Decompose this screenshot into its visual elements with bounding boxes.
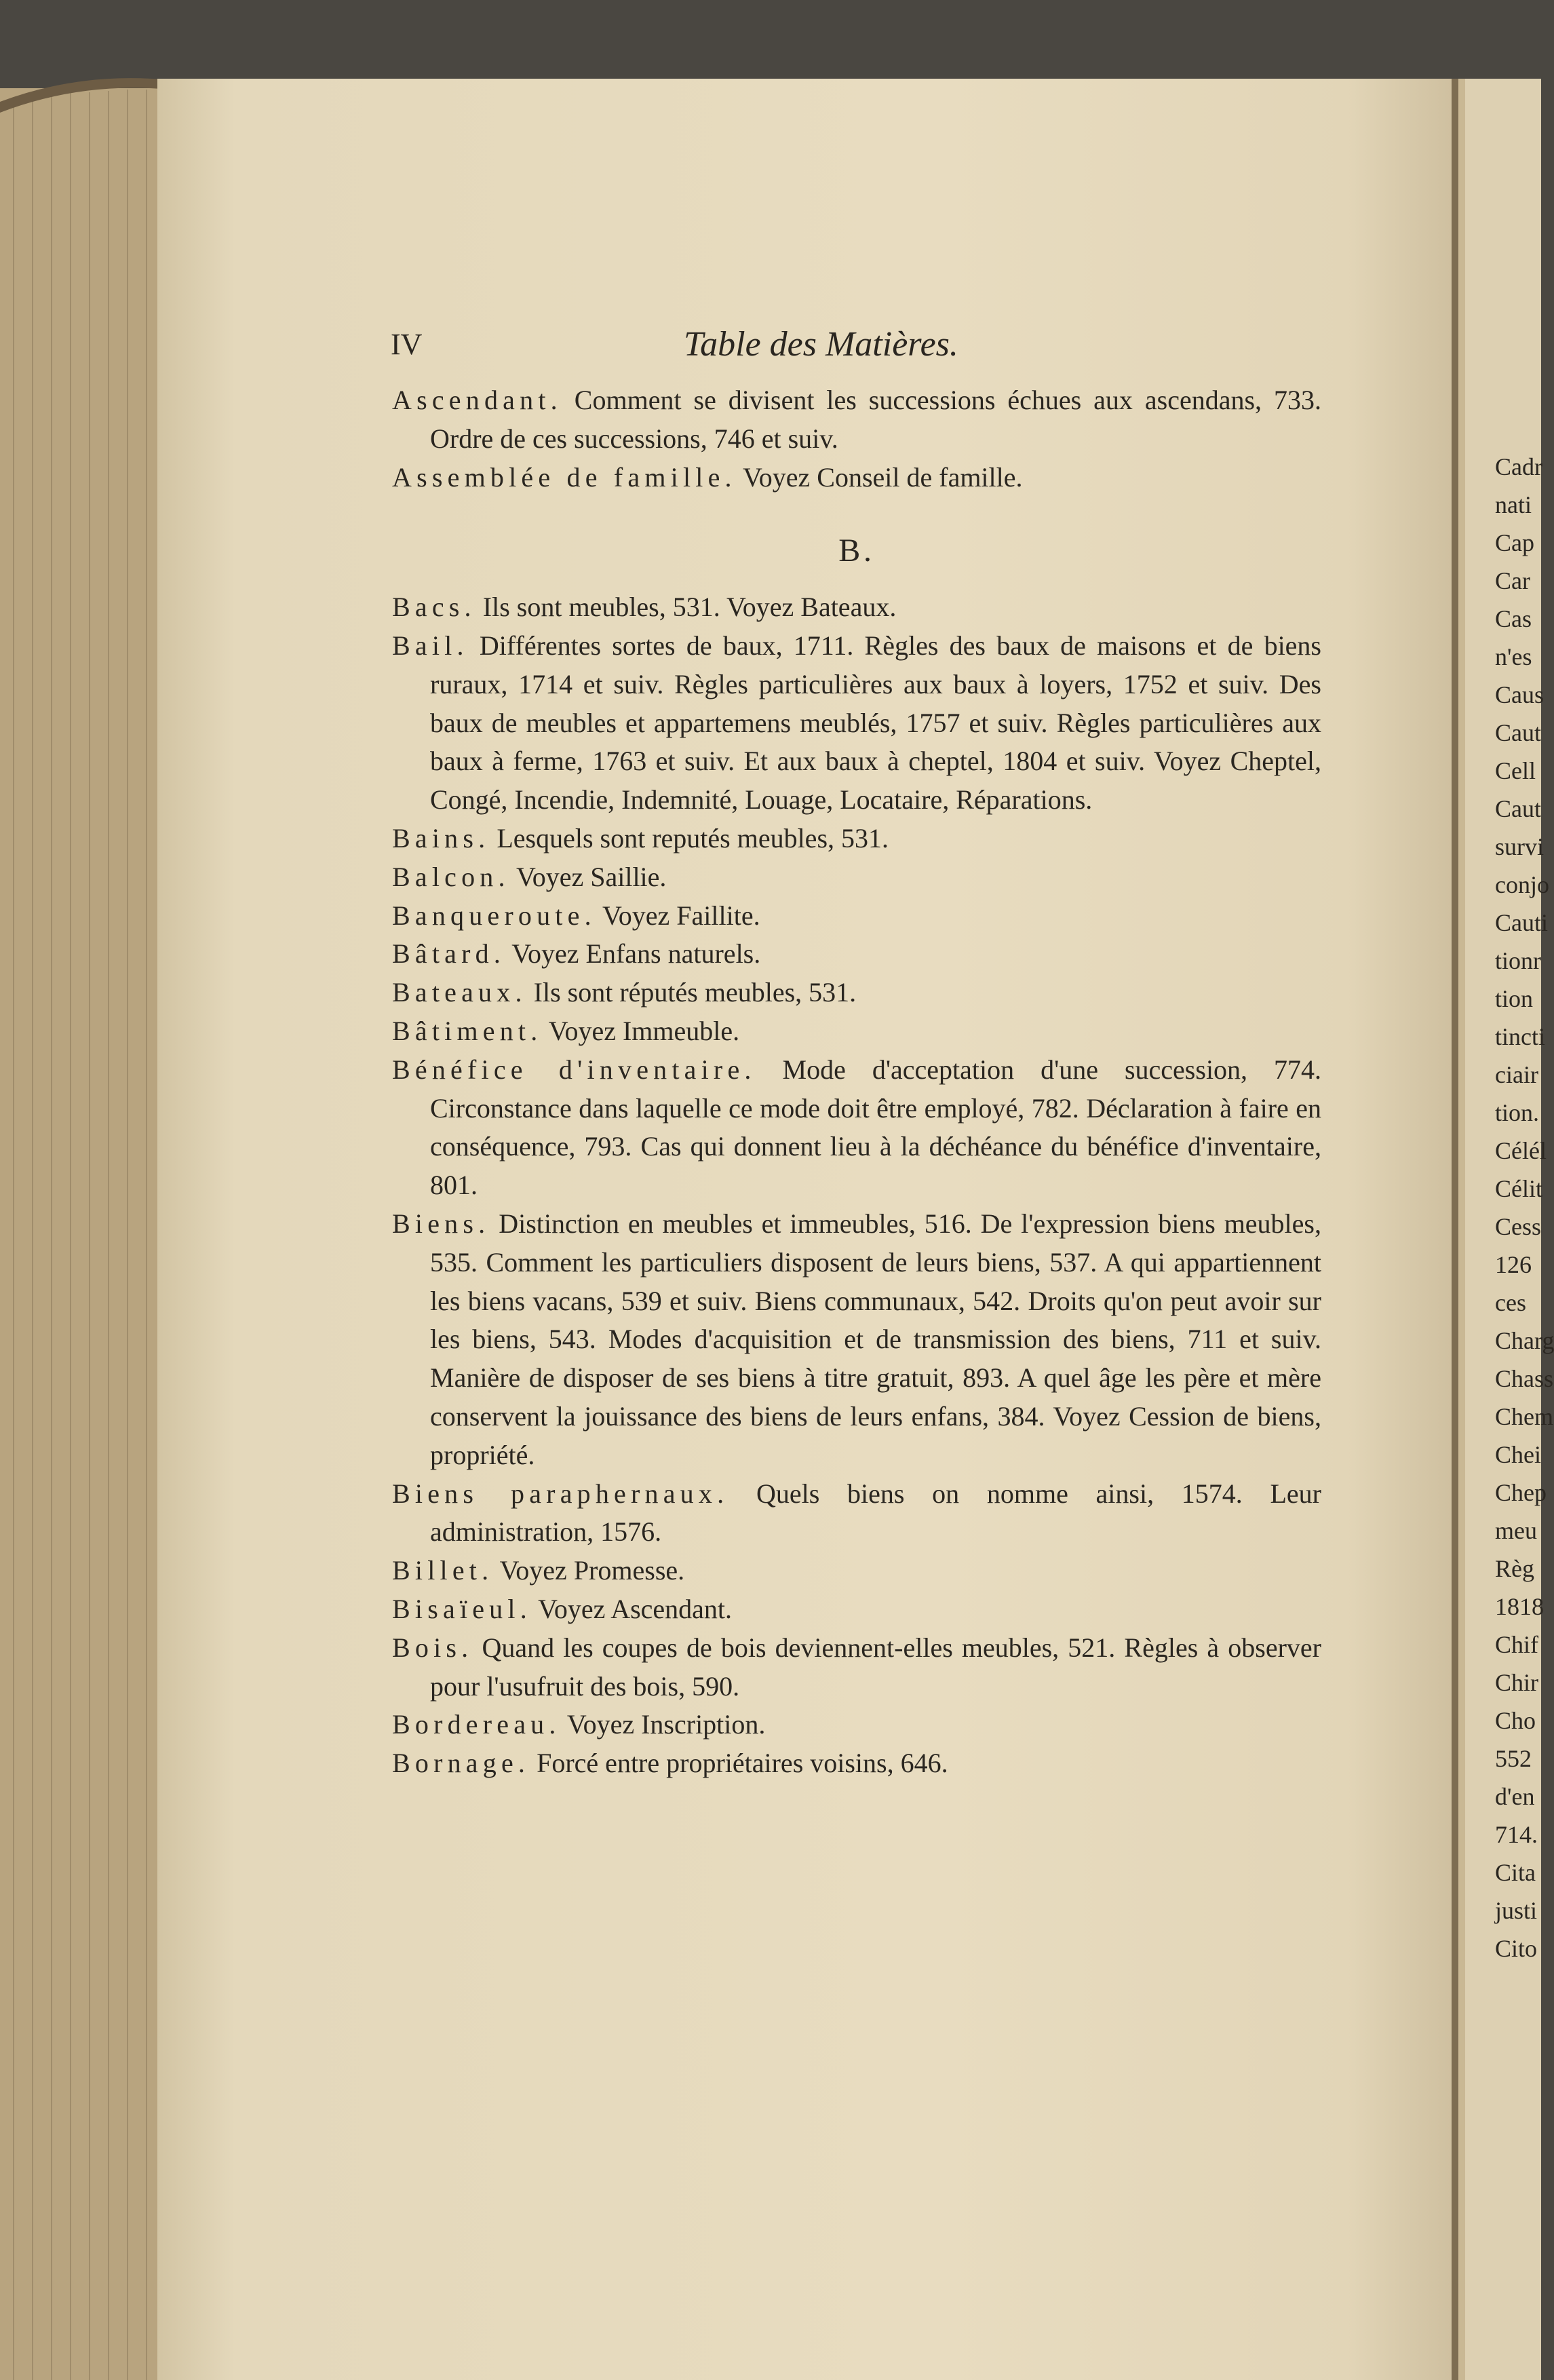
entry-text: Voyez Inscription. xyxy=(560,1709,766,1740)
index-entry xyxy=(392,897,1321,936)
index-entry xyxy=(392,1205,1321,1475)
entry-term: Bains. xyxy=(392,822,490,853)
index-entry xyxy=(392,858,1321,897)
entry-term: Assemblée de famille. xyxy=(392,461,737,493)
index-entry xyxy=(392,1051,1321,1205)
entry-term: Balcon. xyxy=(392,861,510,892)
entry-text: Quels biens on nomme ainsi, 1574. Leur administration, 1576. xyxy=(430,1478,1321,1548)
right-page-fragment: Charg xyxy=(1495,1327,1554,1354)
right-page-fragment: Cita xyxy=(1495,1859,1536,1886)
entry-term: Bordereau. xyxy=(392,1709,561,1740)
right-page-fragments xyxy=(1495,448,1554,1968)
right-page-fragment: ces xyxy=(1495,1289,1526,1316)
entry-term: Banqueroute. xyxy=(392,900,596,931)
entry-term: Bail. xyxy=(392,630,469,661)
entry-term: Bois. xyxy=(392,1632,473,1663)
entry-text: Voyez Conseil de famille. xyxy=(736,461,1023,493)
entry-text: Voyez Ascendant. xyxy=(531,1593,733,1624)
page-text xyxy=(392,326,1321,1783)
index-entry xyxy=(392,974,1321,1012)
index-entry xyxy=(392,1475,1321,1552)
right-page-fragment: 552 xyxy=(1495,1745,1532,1772)
right-page-fragment: Cap xyxy=(1495,529,1534,556)
right-page-fragment: Chif xyxy=(1495,1631,1539,1658)
entry-text: Différentes sortes de baux, 1711. Règles des baux de maisons et de biens ruraux, 1714 et suiv. Règles particulières aux baux à loyers, 1752 et suiv. Des baux de meubles et appartemens meublés, 1757 et suiv. Règles particulières aux baux à ferme, 1763 et suiv. Et aux baux à cheptel, 1804 et suiv. Voyez Cheptel, Congé, Incendie, Indemnité, Louage, Locataire, Réparations. xyxy=(430,630,1321,815)
page-number: IV xyxy=(391,328,423,361)
right-page-fragment: Caus xyxy=(1495,681,1544,708)
entry-text: Mode d'acceptation d'une succession, 774. Circonstance dans laquelle ce mode doit être employé, 782. Déclaration à faire en conséquence, 793. Cas qui donnent lieu à la déchéance du bénéfice d'inventaire, 801. xyxy=(430,1054,1321,1201)
right-page-fragment: Règ xyxy=(1495,1555,1534,1582)
entry-text: Comment se divisent les successions échues aux ascendans, 733. Ordre de ces successions, 746 et suiv. xyxy=(430,385,1321,454)
right-page-fragment: Cess xyxy=(1495,1213,1542,1240)
index-entry xyxy=(392,459,1321,497)
right-page-fragment: Cauti xyxy=(1495,909,1548,936)
index-entry xyxy=(392,1744,1321,1783)
right-page-fragment: Chem xyxy=(1495,1403,1553,1430)
right-page-fragment: Cito xyxy=(1495,1935,1538,1962)
index-entry xyxy=(392,627,1321,820)
right-page-fragment: survi xyxy=(1495,833,1544,860)
right-page-fragment: n'es xyxy=(1495,643,1532,670)
page-header xyxy=(392,326,1321,381)
right-page-fragment: 1818 xyxy=(1495,1593,1544,1620)
index-entry xyxy=(392,1590,1321,1629)
running-title: Table des Matières. xyxy=(684,325,958,364)
index-entry xyxy=(392,1706,1321,1744)
entry-text: Voyez Saillie. xyxy=(509,861,667,892)
right-page-fragment: tionr xyxy=(1495,947,1541,974)
entry-text: Distinction en meubles et immeubles, 516. De l'expression biens meubles, 535. Comment les particuliers disposent de leurs biens, 537. A qui appartiennent les biens vacans, 539 et suiv. Biens communaux, 542. Droits qu'on peut avoir sur les biens, 543. Modes d'acquisition et de transmission des biens, 711 et suiv. Manière de disposer de ses biens à titre gratuit, 893. A quel âge les père et mère conservent la jouissance des biens de leurs enfans, 384. Voyez Cession de biens, propriété. xyxy=(430,1208,1321,1470)
entry-text: Voyez Faillite. xyxy=(596,900,760,931)
right-page-fragment: Car xyxy=(1495,567,1530,594)
right-page-fragment: 714. xyxy=(1495,1821,1538,1848)
right-page-fragment: Cas xyxy=(1495,605,1532,632)
right-page-fragment: Célit xyxy=(1495,1175,1542,1202)
right-page-fragment: nati xyxy=(1495,491,1532,518)
entry-text: Voyez Promesse. xyxy=(493,1555,685,1586)
entry-term: Biens paraphernaux. xyxy=(392,1478,729,1509)
entry-text: Voyez Enfans naturels. xyxy=(505,938,761,970)
right-page-fragment: justi xyxy=(1495,1897,1538,1924)
entry-text: Lesquels sont reputés meubles, 531. xyxy=(490,822,889,853)
index-entry xyxy=(392,588,1321,627)
index-entry xyxy=(392,381,1321,459)
index-entry xyxy=(392,1012,1321,1051)
section-b-heading: B. xyxy=(838,533,875,569)
right-page-fragment: Célél xyxy=(1495,1137,1547,1164)
index-entry xyxy=(392,1552,1321,1590)
right-page-fragment: Chass xyxy=(1495,1365,1554,1392)
entries-a-list xyxy=(392,381,1321,497)
right-page-fragment: tincti xyxy=(1495,1023,1545,1050)
left-page-edges xyxy=(0,88,163,2380)
entry-term: Biens. xyxy=(392,1208,490,1239)
right-page-fragment: Cadr xyxy=(1495,453,1542,480)
entries-b-list xyxy=(392,588,1321,1783)
entry-text: Forcé entre propriétaires voisins, 646. xyxy=(530,1748,948,1779)
entry-term: Bisaïeul. xyxy=(392,1593,532,1624)
entry-term: Bateaux. xyxy=(392,977,527,1008)
right-page-fragment: tion. xyxy=(1495,1099,1540,1126)
right-page-fragment: ciair xyxy=(1495,1061,1538,1088)
entry-term: Bénéfice d'inventaire. xyxy=(392,1054,756,1085)
entry-term: Billet. xyxy=(392,1555,494,1586)
right-page-fragment: conjo xyxy=(1495,871,1549,898)
index-entry xyxy=(392,820,1321,858)
right-page-fragment: Chei xyxy=(1495,1441,1541,1468)
right-page-fragment: Chir xyxy=(1495,1669,1539,1696)
entry-term: Bacs. xyxy=(392,592,476,623)
entry-text: Quand les coupes de bois deviennent-elles meubles, 521. Règles à observer pour l'usufruit des bois, 590. xyxy=(430,1632,1321,1702)
right-page-fragment: Caut xyxy=(1495,719,1541,746)
entry-term: Bornage. xyxy=(392,1748,530,1779)
index-entry xyxy=(392,935,1321,974)
index-entry xyxy=(392,1629,1321,1706)
entry-text: Ils sont meubles, 531. Voyez Bateaux. xyxy=(475,592,897,623)
right-page-fragment: Chep xyxy=(1495,1479,1547,1506)
right-page-fragment: tion xyxy=(1495,985,1534,1012)
entry-term: Bâtard. xyxy=(392,938,506,970)
right-page-fragment: 126 xyxy=(1495,1251,1532,1278)
entry-term: Ascendant. xyxy=(392,385,562,415)
entry-text: Ils sont réputés meubles, 531. xyxy=(526,977,857,1008)
right-page-fragment: d'en xyxy=(1495,1783,1535,1810)
right-page-fragment: Cho xyxy=(1495,1707,1536,1734)
entry-term: Bâtiment. xyxy=(392,1015,543,1046)
entry-text: Voyez Immeuble. xyxy=(542,1015,740,1046)
right-page-fragment: Caut xyxy=(1495,795,1541,822)
right-page-fragment: Cell xyxy=(1495,757,1536,784)
right-page-fragment: meu xyxy=(1495,1517,1537,1544)
